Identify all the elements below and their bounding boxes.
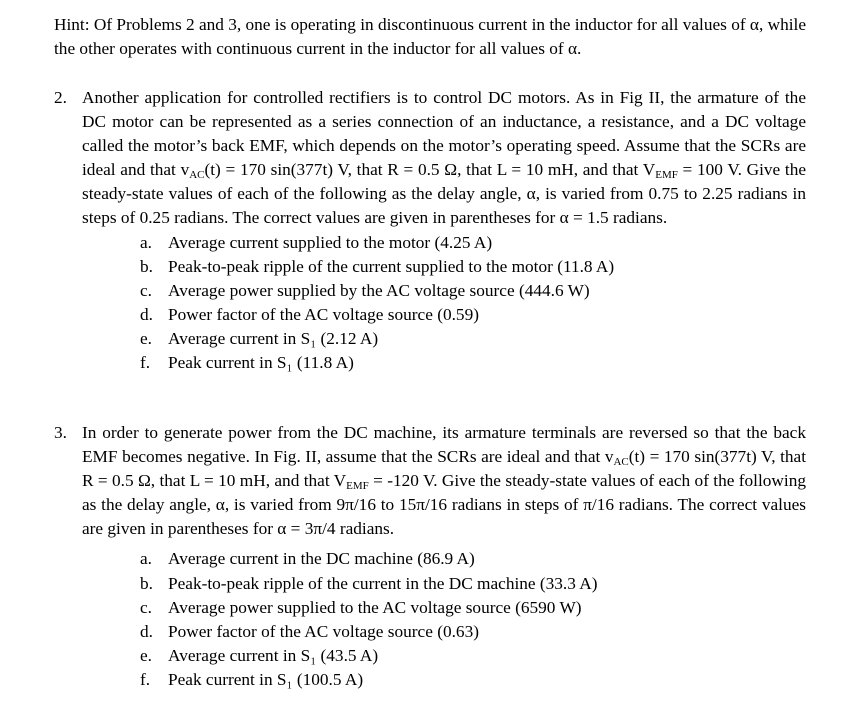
item-letter: a. (140, 232, 152, 252)
item-text: Peak current in S₁ (11.8 A) (168, 353, 354, 373)
item-letter: c. (140, 597, 152, 617)
problem-statement (82, 86, 806, 231)
subscript: AC (189, 169, 205, 182)
question-item (54, 668, 806, 692)
question-item (54, 255, 806, 279)
question-item (54, 279, 806, 303)
problem-number: 3. (54, 423, 67, 442)
question-item (54, 327, 806, 351)
item-text: Power factor of the AC voltage source (0.63) (168, 621, 479, 641)
item-text: Average current in S₁ (2.12 A) (168, 328, 379, 348)
problem-statement (82, 421, 806, 541)
item-letter: b. (140, 573, 153, 593)
item-text: Average current in the DC machine (86.9 A) (168, 549, 475, 569)
statement-text: = -120 V. Give the steady-state values of each of the following as the delay angle, α, is varied from 9π/16 to 15π/16 radians in steps of π/16 radians. The correct values are given in parentheses for α = 3π/4 radians. (82, 471, 806, 539)
question-item (54, 303, 806, 327)
question-list (54, 547, 806, 692)
item-letter: c. (140, 280, 152, 300)
question-item (54, 596, 806, 620)
question-item (54, 620, 806, 644)
item-text: Average current supplied to the motor (4.25 A) (168, 232, 493, 252)
question-item (54, 231, 806, 255)
subscript: EMF (346, 480, 369, 493)
statement-text: (t) = 170 sin(377t) V, that R = 0.5 Ω, that L = 10 mH, and that V (204, 160, 656, 180)
item-letter: e. (140, 328, 152, 348)
item-text: Peak-to-peak ripple of the current supplied to the motor (11.8 A) (168, 256, 615, 276)
hint-paragraph: Hint: Of Problems 2 and 3, one is operating in discontinuous current in the inductor for all values of α, while the other operates with continuous current in the inductor for all values of α. (54, 15, 807, 59)
question-item (54, 547, 806, 571)
problem-2 (54, 86, 806, 375)
item-letter: b. (140, 256, 153, 276)
item-letter: e. (140, 645, 152, 665)
item-text: Average power supplied by the AC voltage source (444.6 W) (168, 280, 590, 300)
item-letter: d. (140, 621, 153, 641)
statement-text: (t) = 170 sin(377t) V, that R = 0.5 Ω, that L = 10 mH, and that V (82, 447, 806, 491)
item-text: Peak current in S₁ (100.5 A) (168, 669, 364, 689)
question-item (54, 572, 806, 596)
statement-text: In order to generate power from the DC machine, its armature terminals are reversed so that the back EMF becomes negative. In Fig. II, assume that the SCRs are ideal and that v (82, 423, 806, 467)
statement-text: Another application for controlled rectifiers is to control DC motors. As in Fig II, the armature of the DC motor can be represented as a series connection of an inductance, a resistance, and a DC voltage called the motor’s back EMF, which depends on the motor’s operating speed. Assume that the SCRs are ideal and that v (82, 88, 806, 180)
subscript: EMF (655, 169, 678, 182)
problem-3 (54, 421, 806, 692)
item-text: Power factor of the AC voltage source (0.59) (168, 304, 479, 324)
question-list (54, 231, 806, 376)
question-item (54, 644, 806, 668)
item-text: Average current in S₁ (43.5 A) (168, 645, 379, 665)
item-letter: f. (140, 669, 151, 689)
item-letter: f. (140, 353, 151, 373)
item-text: Peak-to-peak ripple of the current in the DC machine (33.3 A) (168, 573, 598, 593)
item-text: Average power supplied to the AC voltage source (6590 W) (168, 597, 582, 617)
subscript: AC (613, 456, 629, 469)
statement-text: = 100 V. Give the steady-state values of each of the following as the delay angle, α, is varied from 0.75 to 2.25 radians in steps of 0.25 radians. The correct values are given in parentheses for α = 1.5 radians. (82, 160, 807, 228)
item-letter: a. (140, 549, 152, 569)
problem-number: 2. (54, 88, 67, 107)
item-letter: d. (140, 304, 153, 324)
question-item (54, 351, 806, 375)
